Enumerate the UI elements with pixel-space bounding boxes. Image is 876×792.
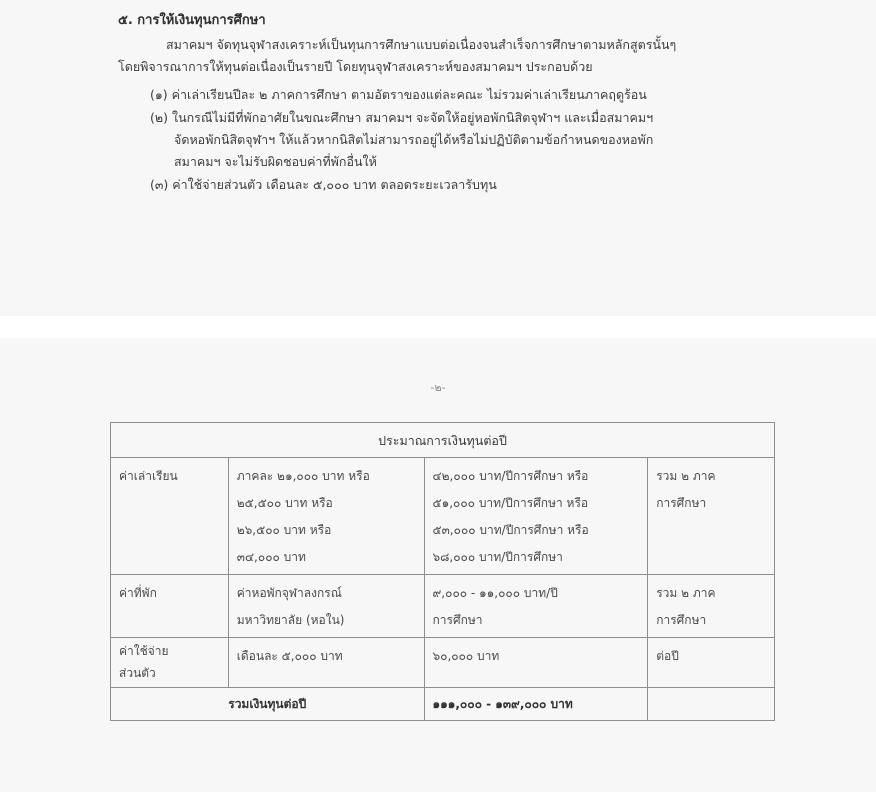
total-label: รวมเงินทุนต่อปี (111, 688, 425, 721)
list-item: (๑) ค่าเล่าเรียนปีละ ๒ ภาคการศึกษา ตามอัตราของแต่ละคณะ ไม่รวมค่าเล่าเรียนภาคฤดูร้อน (150, 87, 647, 102)
table-total-row (111, 688, 775, 721)
table-row (111, 575, 775, 638)
row-detail: ค่าหอพักจุฬาลงกรณ์ มหาวิทยาลัย (หอใน) (228, 575, 424, 638)
section-heading: ๕. การให้เงินทุนการศึกษา (118, 13, 266, 28)
total-value: ๑๑๑,๐๐๐ - ๑๓๙,๐๐๐ บาท (424, 688, 648, 721)
page-gap (0, 316, 876, 338)
row-label: ค่าใช้จ่าย ส่วนตัว (111, 638, 229, 688)
table-title: ประมาณการเงินทุนต่อปี (111, 423, 775, 458)
funding-table (110, 422, 775, 721)
list-item: (๒) ในกรณีไม่มีที่พักอาศัยในขณะศึกษา สมาคมฯ จะจัดให้อยู่หอพักนิสิตจุฬาฯ และเมื่อสมาคมฯ (150, 110, 654, 125)
document-page-2 (0, 338, 876, 792)
row-note: ต่อปี (648, 638, 775, 688)
row-per-year: ๔๒,๐๐๐ บาท/ปีการศึกษา หรือ ๕๑,๐๐๐ บาท/ปีการศึกษา หรือ ๕๓,๐๐๐ บาท/ปีการศึกษา หรือ ๖๘,๐๐๐ บาท/ปีการศึกษา (424, 458, 648, 575)
row-label: ค่าเล่าเรียน (111, 458, 229, 575)
table-row (111, 458, 775, 575)
row-label: ค่าที่พัก (111, 575, 229, 638)
total-empty-cell (648, 688, 775, 721)
row-per-year: ๙,๐๐๐ - ๑๑,๐๐๐ บาท/ปี การศึกษา (424, 575, 648, 638)
paragraph-line: โดยพิจารณาการให้ทุนต่อเนื่องเป็นรายปี โดยทุนจุฬาสงเคราะห์ของสมาคมฯ ประกอบด้วย (118, 59, 593, 74)
table-row (111, 638, 775, 688)
page-number: -๒- (430, 381, 446, 394)
row-per-year: ๖๐,๐๐๐ บาท (424, 638, 648, 688)
row-note: รวม ๒ ภาค การศึกษา (648, 575, 775, 638)
list-item: (๓) ค่าใช้จ่ายส่วนตัว เดือนละ ๕,๐๐๐ บาท ตลอดระยะเวลารับทุน (150, 177, 497, 192)
row-detail: ภาคละ ๒๑,๐๐๐ บาท หรือ ๒๕,๕๐๐ บาท หรือ ๒๖,๕๐๐ บาท หรือ ๓๔,๐๐๐ บาท (228, 458, 424, 575)
list-item-continuation: สมาคมฯ จะไม่รับผิดชอบค่าที่พักอื่นให้ (174, 154, 377, 169)
table-title-row (111, 423, 775, 458)
row-note: รวม ๒ ภาค การศึกษา (648, 458, 775, 575)
list-item-continuation: จัดหอพักนิสิตจุฬาฯ ให้แล้วหากนิสิตไม่สามารถอยู่ได้หรือไม่ปฏิบัติตามข้อกำหนดของหอพัก (174, 132, 654, 147)
document-page-1 (0, 0, 876, 316)
row-detail: เดือนละ ๕,๐๐๐ บาท (228, 638, 424, 688)
paragraph-line: สมาคมฯ จัดทุนจุฬาสงเคราะห์เป็นทุนการศึกษาแบบต่อเนื่องจนสำเร็จการศึกษาตามหลักสูตรนั้นๆ (166, 37, 677, 52)
